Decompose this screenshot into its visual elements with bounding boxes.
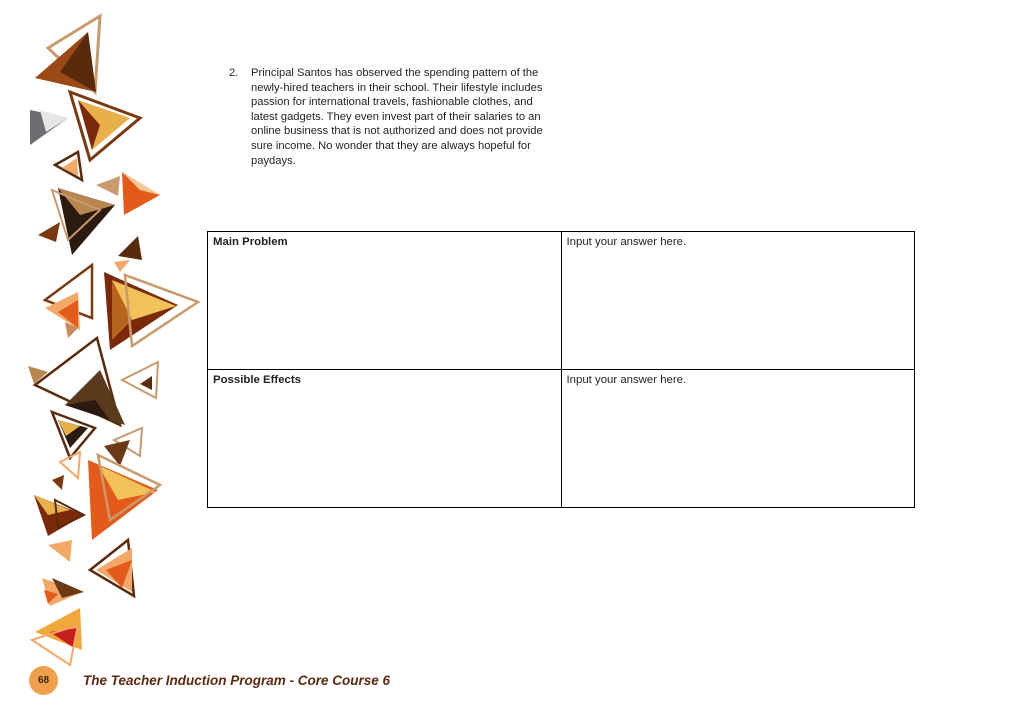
triangle-outline-11 [60, 452, 80, 478]
question-text: Principal Santos has observed the spending pattern of the newly-hired teachers in their school. Their lifestyle includes passion for international travels, fashionable clothes, and latest gadgets. They even invest part of their salaries to an online business that is not authorized and does not provide sure income. No wonder that they are always hopeful for paydays. [251, 67, 543, 167]
question-number: 2. [229, 67, 239, 79]
table-row [208, 232, 915, 370]
answer-field-possible-effects[interactable]: Input your answer here. [561, 370, 915, 508]
triangle-34 [48, 540, 72, 562]
question-2 [229, 66, 559, 168]
table-row [208, 370, 915, 508]
answer-field-main-problem[interactable]: Input your answer here. [561, 232, 915, 370]
triangle-25 [140, 376, 152, 390]
triangle-decoration [0, 0, 210, 724]
footer-title: The Teacher Induction Program - Core Course 6 [83, 673, 391, 688]
triangle-22 [65, 370, 125, 425]
triangle-8 [96, 176, 120, 196]
triangle-14 [118, 236, 142, 260]
triangle-29 [88, 460, 158, 540]
row-label-possible-effects: Possible Effects [208, 370, 562, 508]
row-label-main-problem: Main Problem [208, 232, 562, 370]
triangle-15 [114, 260, 130, 272]
triangle-31 [52, 475, 64, 490]
triangle-28 [104, 440, 130, 466]
answer-table [207, 231, 915, 508]
triangle-13 [38, 222, 60, 242]
triangle-outline-8 [122, 362, 158, 398]
page-number-badge: 68 [29, 666, 58, 695]
